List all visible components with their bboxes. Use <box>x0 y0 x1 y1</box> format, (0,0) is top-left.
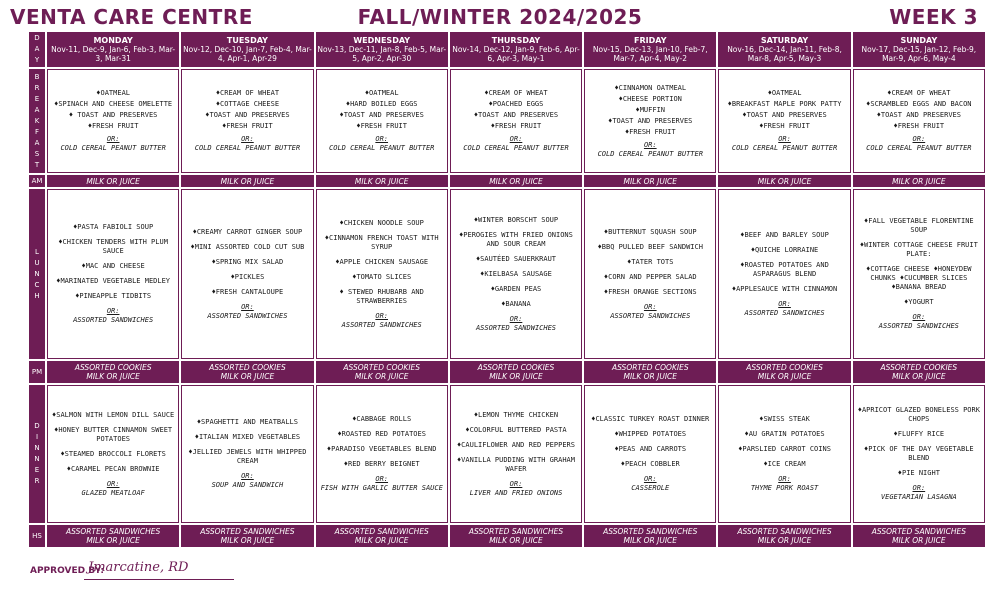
menu-item: ♦FRESH FRUIT <box>356 122 407 130</box>
menu-item: ♦PEAS AND CARROTS <box>614 445 687 453</box>
menu-item: ♦CINNAMON FRENCH TOAST WITH SYRUP <box>324 233 439 251</box>
menu-item: ♦CAULIFLOWER AND RED PEPPERS <box>456 440 575 449</box>
dinner-row <box>29 385 985 523</box>
menu-item: ♦PARSLIED CARROT COINS <box>738 445 831 453</box>
menu-item: ♦APPLE CHICKEN SAUSAGE <box>335 257 429 266</box>
day-dates: Nov-17, Dec-15, Jan-12, Feb-9, Mar-9, Apr-6, May-4 <box>861 45 977 63</box>
am-snack-row <box>29 175 985 187</box>
dinner-cell-monday <box>47 385 179 523</box>
menu-item: ♦BREAKFAST MAPLE PORK PATTY <box>727 100 842 108</box>
breakfast-cell-monday <box>47 69 179 173</box>
alternate-option: VEGETARIAN LASAGNA <box>880 493 957 501</box>
menu-item: ♦CINNAMON OATMEAL <box>614 83 687 92</box>
or-label: OR: <box>375 475 389 483</box>
day-name: THURSDAY <box>491 36 541 45</box>
menu-item: ♦BUTTERNUT SQUASH SOUP <box>603 227 697 236</box>
menu-item: ♦COTTAGE CHEESE ♦HONEYDEW CHUNKS ♦CUCUMBER SLICES ♦BANANA BREAD <box>866 265 972 291</box>
pm-snack-row <box>29 361 985 383</box>
breakfast-cell-tuesday <box>181 69 313 173</box>
snack-line: ASSORTED SANDWICHES <box>334 527 429 536</box>
menu-item: ♦SPAGHETTI AND MEATBALLS <box>196 418 298 426</box>
menu-item: ♦RED BERRY BEIGNET <box>343 460 420 468</box>
lunch-cell-wednesday <box>316 189 448 359</box>
day-dates: Nov-16, Dec-14, Jan-11, Feb-8, Mar-8, Apr-5, May-3 <box>727 45 842 63</box>
snack-line: MILK OR JUICE <box>892 372 946 381</box>
menu-item: ♦FRESH ORANGE SECTIONS <box>603 287 697 296</box>
hs-snack-wednesday <box>316 525 448 547</box>
menu-item: ♦POACHED EGGS <box>488 100 544 108</box>
menu-item: ♦PARADISO VEGETABLES BLEND <box>326 445 437 453</box>
snack-line: ASSORTED COOKIES <box>611 363 689 372</box>
lunch-row <box>29 189 985 359</box>
or-label: OR: <box>912 135 926 143</box>
menu-item: ♦CREAM OF WHEAT <box>484 89 548 97</box>
menu-item: ♦BBQ PULLED BEEF SANDWICH <box>597 242 703 251</box>
or-label: OR: <box>643 475 657 483</box>
pm-snack-saturday <box>718 361 850 383</box>
menu-item: ♦TOAST AND PRESERVES <box>339 111 424 119</box>
menu-item: ♦TOAST AND PRESERVES <box>205 111 290 119</box>
menu-item: ♦APPLESAUCE WITH CINNAMON <box>731 284 838 293</box>
or-label: OR: <box>643 302 657 311</box>
alternate-option: ASSORTED SANDWICHES <box>744 308 825 317</box>
menu-item: ♦PIE NIGHT <box>897 469 940 477</box>
menu-item: ♦GARDEN PEAS <box>490 284 542 293</box>
row-label-day <box>29 32 45 67</box>
pm-snack-monday <box>47 361 179 383</box>
snack-line: ASSORTED SANDWICHES <box>468 527 564 536</box>
snack-line: MILK OR JUICE <box>220 372 275 381</box>
day-name: TUESDAY <box>226 36 268 45</box>
am-snack-friday: MILK OR JUICE <box>584 175 716 187</box>
season-title: FALL/WINTER 2024/2025 <box>357 5 643 29</box>
alternate-option: FISH WITH GARLIC BUTTER SAUCE <box>320 484 443 492</box>
lunch-cell-monday <box>47 189 179 359</box>
alternate-option: ASSORTED SANDWICHES <box>475 323 557 332</box>
day-header-thursday <box>450 32 582 67</box>
day-name: MONDAY <box>93 36 133 45</box>
menu-item: ♦PEROGIES WITH FRIED ONIONS AND SOUR CREAM <box>459 230 573 248</box>
menu-item: ♦CHICKEN NOODLE SOUP <box>339 218 424 227</box>
or-label: OR: <box>643 140 657 149</box>
menu-item: ♦PICK OF THE DAY VEGETABLE BLEND <box>864 445 974 462</box>
or-label: OR: <box>106 135 120 143</box>
dinner-cell-sunday <box>853 385 985 523</box>
snack-line: MILK OR JUICE <box>354 372 409 381</box>
alternate-option: LIVER AND FRIED ONIONS <box>469 488 563 497</box>
alternate-option: ASSORTED SANDWICHES <box>73 316 154 324</box>
menu-item: ♦WHIPPED POTATOES <box>614 430 687 438</box>
pm-snack-friday <box>584 361 716 383</box>
menu-item: ♦APRICOT GLAZED BONELESS PORK CHOPS <box>857 406 980 423</box>
alternate-option: COLD CEREAL PEANUT BUTTER <box>463 144 569 152</box>
menu-item: ♦VANILLA PUDDING WITH GRAHAM WAFER <box>456 455 575 473</box>
hs-snack-tuesday <box>181 525 313 547</box>
alternate-option: COLD CEREAL PEANUT BUTTER <box>194 144 301 152</box>
alternate-option: CASSEROLE <box>631 484 670 492</box>
row-label-text: LUNCH <box>34 247 40 300</box>
or-label: OR: <box>106 307 120 315</box>
row-label-lunch <box>29 189 45 359</box>
lunch-cell-thursday <box>450 189 582 359</box>
day-dates: Nov-13, Dec-11, Jan-8, Feb-5, Mar-5, Apr-2, Apr-30 <box>317 45 447 63</box>
menu-item: ♦CABBAGE ROLLS <box>352 415 412 423</box>
pm-snack-sunday <box>853 361 985 383</box>
menu-item: ♦CORN AND PEPPER SALAD <box>603 272 697 281</box>
menu-item: ♦SCRAMBLED EGGS AND BACON <box>866 100 972 108</box>
menu-item: ♦TOAST AND PRESERVES <box>608 116 693 125</box>
am-snack-tuesday: MILK OR JUICE <box>181 175 313 187</box>
row-label-text: DAY <box>34 34 40 64</box>
dinner-cell-saturday <box>718 385 850 523</box>
snack-line: ASSORTED COOKIES <box>477 363 555 372</box>
dinner-cell-wednesday <box>316 385 448 523</box>
menu-item: ♦HARD BOILED EGGS <box>345 100 418 108</box>
menu-item: ♦COTTAGE CHEESE <box>215 100 280 108</box>
menu-item: ♦PICKLES <box>230 272 265 281</box>
snack-line: ASSORTED SANDWICHES <box>871 527 966 536</box>
snack-line: MILK OR JUICE <box>489 372 543 381</box>
menu-item: ♦SPRING MIX SALAD <box>211 257 284 266</box>
dinner-cell-tuesday <box>181 385 313 523</box>
menu-item: ♦FALL VEGETABLE FLORENTINE SOUP <box>864 217 974 234</box>
menu-item: ♦FRESH FRUIT <box>490 122 542 130</box>
breakfast-cell-sunday <box>853 69 985 173</box>
menu-item: ♦SWISS STEAK <box>759 415 810 423</box>
menu-item: ♦JELLIED JEWELS WITH WHIPPED CREAM <box>188 448 307 465</box>
snack-line: ASSORTED COOKIES <box>74 363 152 372</box>
alternate-option: ASSORTED SANDWICHES <box>610 311 691 320</box>
snack-line: MILK OR JUICE <box>354 536 409 545</box>
row-label-text: DINNER <box>34 422 40 485</box>
day-dates: Nov-15, Dec-13, Jan-10, Feb-7, Mar-7, Apr-4, May-2 <box>592 45 708 63</box>
menu-item: ♦TOAST AND PRESERVES <box>876 111 961 119</box>
menu-item: ♦ICE CREAM <box>763 460 806 468</box>
snack-line: MILK OR JUICE <box>623 536 678 545</box>
menu-item: ♦FRESH FRUIT <box>893 122 945 130</box>
snack-line: MILK OR JUICE <box>489 536 543 545</box>
or-label: OR: <box>778 475 791 483</box>
day-header-row <box>29 32 985 67</box>
menu-item: ♦MINI ASSORTED COLD CUT SUB <box>190 242 305 251</box>
hs-snack-row <box>29 525 985 547</box>
am-snack-thursday: MILK OR JUICE <box>450 175 582 187</box>
or-label: OR: <box>509 479 523 488</box>
or-label: OR: <box>509 314 523 323</box>
menu-item: ♦ TOAST AND PRESERVES <box>68 111 158 119</box>
hs-snack-saturday <box>718 525 850 547</box>
row-label-dinner <box>29 385 45 523</box>
menu-item: ♦ITALIAN MIXED VEGETABLES <box>194 433 301 441</box>
am-snack-wednesday: MILK OR JUICE <box>316 175 448 187</box>
menu-item: ♦PINEAPPLE TIDBITS <box>75 292 152 300</box>
day-name: SATURDAY <box>760 36 809 45</box>
menu-item: ♦OATMEAL <box>364 89 399 97</box>
snack-line: MILK OR JUICE <box>757 372 812 381</box>
menu-item: ♦TATER TOTS <box>627 257 674 266</box>
pm-snack-thursday <box>450 361 582 383</box>
snack-line: ASSORTED SANDWICHES <box>737 527 832 536</box>
day-header-tuesday <box>181 32 313 67</box>
day-header-monday <box>47 32 179 67</box>
menu-item: ♦LEMON THYME CHICKEN <box>473 410 559 419</box>
menu-item: ♦FRESH CANTALOUPE <box>211 287 284 296</box>
pm-snack-tuesday <box>181 361 313 383</box>
or-label: OR: <box>241 472 254 480</box>
am-snack-saturday: MILK OR JUICE <box>718 175 850 187</box>
dinner-cell-thursday <box>450 385 582 523</box>
snack-line: MILK OR JUICE <box>757 536 812 545</box>
or-label: OR: <box>106 479 120 488</box>
snack-line: MILK OR JUICE <box>623 372 678 381</box>
day-header-wednesday <box>316 32 448 67</box>
snack-line: MILK OR JUICE <box>86 372 140 381</box>
day-name: WEDNESDAY <box>353 36 411 45</box>
breakfast-cell-friday <box>584 69 716 173</box>
menu-item: ♦TOAST AND PRESERVES <box>473 111 559 119</box>
snack-line: ASSORTED SANDWICHES <box>603 527 698 536</box>
am-snack-sunday: MILK OR JUICE <box>853 175 985 187</box>
facility-name: VENTA CARE CENTRE <box>10 5 253 29</box>
menu-item: ♦CREAM OF WHEAT <box>887 89 951 97</box>
day-dates: Nov-11, Dec-9, Jan-6, Feb-3, Mar-3, Mar-31 <box>51 45 176 63</box>
snack-line: ASSORTED SANDWICHES <box>200 527 295 536</box>
dinner-cell-friday <box>584 385 716 523</box>
alternate-option: ASSORTED SANDWICHES <box>207 311 288 320</box>
menu-item: ♦CLASSIC TURKEY ROAST DINNER <box>591 415 710 423</box>
menu-item: ♦BEEF AND BARLEY SOUP <box>740 230 829 239</box>
day-header-saturday <box>718 32 850 67</box>
signature: Jmarcatine, RD <box>88 560 189 575</box>
row-label-breakfast <box>29 69 45 173</box>
or-label: OR: <box>509 135 523 143</box>
row-label-hs: HS <box>29 525 45 547</box>
menu-item: ♦CHICKEN TENDERS WITH PLUM SAUCE <box>58 238 168 255</box>
breakfast-cell-thursday <box>450 69 582 173</box>
menu-item: ♦TOAST AND PRESERVES <box>742 111 827 119</box>
hs-snack-sunday <box>853 525 985 547</box>
am-snack-monday: MILK OR JUICE <box>47 175 179 187</box>
menu-item: ♦MUFFIN <box>635 105 666 114</box>
week-label: WEEK 3 <box>889 5 978 29</box>
day-dates: Nov-14, Dec-12, Jan-9, Feb-6, Apr-6, Apr-3, May-1 <box>452 45 580 63</box>
menu-item: ♦ROASTED POTATOES AND ASPARAGUS BLEND <box>740 260 829 278</box>
approved-by-label: APPROVED BY: <box>30 566 104 576</box>
menu-item: ♦KIELBASA SAUSAGE <box>480 269 552 278</box>
day-dates: Nov-12, Dec-10, Jan-7, Feb-4, Mar-4, Apr-1, Apr-29 <box>183 45 312 63</box>
menu-item: ♦YOGURT <box>904 298 934 306</box>
alternate-option: COLD CEREAL PEANUT BUTTER <box>597 149 703 158</box>
lunch-cell-friday <box>584 189 716 359</box>
snack-line: ASSORTED SANDWICHES <box>66 527 161 536</box>
hs-snack-monday <box>47 525 179 547</box>
menu-item: ♦PEACH COBBLER <box>620 460 680 468</box>
menu-item: ♦CHEESE PORTION <box>618 94 682 103</box>
snack-line: MILK OR JUICE <box>86 536 140 545</box>
alternate-option: COLD CEREAL PEANUT BUTTER <box>866 144 972 152</box>
day-name: SUNDAY <box>900 36 938 45</box>
menu-item: ♦CREAMY CARROT GINGER SOUP <box>192 227 303 236</box>
row-label-text: BREAKFAST <box>34 72 40 169</box>
hs-snack-friday <box>584 525 716 547</box>
menu-item: ♦SPINACH AND CHEESE OMELETTE <box>54 100 173 108</box>
pm-snack-wednesday <box>316 361 448 383</box>
alternate-option: SOUP AND SANDWICH <box>211 481 284 489</box>
signature-line <box>84 579 234 580</box>
or-label: OR: <box>912 313 926 321</box>
menu-item: ♦STEAMED BROCCOLI FLORETS <box>60 449 166 458</box>
hs-snack-thursday <box>450 525 582 547</box>
menu-item: ♦ROASTED RED POTATOES <box>337 430 426 438</box>
menu-item: ♦WINTER BORSCHT SOUP <box>473 215 559 224</box>
day-name: FRIDAY <box>634 36 667 45</box>
alternate-option: COLD CEREAL PEANUT BUTTER <box>60 144 166 152</box>
breakfast-row <box>29 69 985 173</box>
snack-line: MILK OR JUICE <box>892 536 946 545</box>
menu-item: ♦AU GRATIN POTATOES <box>744 430 825 438</box>
menu-item: ♦FRESH FRUIT <box>624 127 676 136</box>
menu-item: ♦MAC AND CHEESE <box>81 262 145 270</box>
snack-line: ASSORTED COOKIES <box>746 363 823 372</box>
snack-line: ASSORTED COOKIES <box>880 363 958 372</box>
menu-item: ♦OATMEAL <box>767 89 802 97</box>
menu-item: ♦ STEWED RHUBARB AND STRAWBERRIES <box>339 287 424 305</box>
menu-item: ♦FLUFFY RICE <box>893 430 945 438</box>
menu-item: ♦PASTA FABIOLI SOUP <box>73 223 154 231</box>
menu-item: ♦BANANA <box>501 299 531 308</box>
alternate-option: COLD CEREAL PEANUT BUTTER <box>329 144 435 152</box>
menu-table <box>27 30 987 549</box>
menu-item: ♦TOMATO SLICES <box>352 272 412 281</box>
lunch-cell-sunday <box>853 189 985 359</box>
menu-item: ♦WINTER COTTAGE CHEESE FRUIT PLATE: <box>859 241 978 258</box>
menu-item: ♦HONEY BUTTER CINNAMON SWEET POTATOES <box>54 425 173 443</box>
breakfast-cell-saturday <box>718 69 850 173</box>
or-label: OR: <box>778 299 791 308</box>
or-label: OR: <box>778 135 791 143</box>
snack-line: ASSORTED COOKIES <box>343 363 421 372</box>
snack-line: MILK OR JUICE <box>220 536 275 545</box>
lunch-cell-saturday <box>718 189 850 359</box>
or-label: OR: <box>241 135 254 143</box>
menu-item: ♦OATMEAL <box>96 89 130 97</box>
alternate-option: COLD CEREAL PEANUT BUTTER <box>731 144 838 152</box>
alternate-option: ASSORTED SANDWICHES <box>878 322 959 330</box>
lunch-cell-tuesday <box>181 189 313 359</box>
alternate-option: GLAZED MEATLOAF <box>81 488 145 497</box>
menu-item: ♦CREAM OF WHEAT <box>215 89 280 97</box>
menu-item: ♦CARAMEL PECAN BROWNIE <box>66 464 160 473</box>
menu-item: ♦SALMON WITH LEMON DILL SAUCE <box>52 410 175 419</box>
menu-item: ♦FRESH FRUIT <box>759 122 810 130</box>
or-label: OR: <box>241 302 254 311</box>
menu-item: ♦FRESH FRUIT <box>87 122 139 130</box>
menu-item: ♦COLORFUL BUTTERED PASTA <box>465 425 567 434</box>
row-label-pm: PM <box>29 361 45 383</box>
or-label: OR: <box>912 484 926 492</box>
snack-line: ASSORTED COOKIES <box>209 363 286 372</box>
day-header-sunday <box>853 32 985 67</box>
row-label-am: AM <box>29 175 45 187</box>
menu-item: ♦SAUTÉED SAUERKRAUT <box>475 254 557 263</box>
menu-item: ♦QUICHE LORRAINE <box>750 245 819 254</box>
or-label: OR: <box>375 135 389 143</box>
breakfast-cell-wednesday <box>316 69 448 173</box>
alternate-option: THYME PORK ROAST <box>750 484 819 492</box>
menu-item: ♦FRESH FRUIT <box>222 122 273 130</box>
menu-item: ♦MARINATED VEGETABLE MEDLEY <box>56 277 171 285</box>
or-label: OR: <box>375 311 389 320</box>
alternate-option: ASSORTED SANDWICHES <box>341 320 422 329</box>
day-header-friday <box>584 32 716 67</box>
